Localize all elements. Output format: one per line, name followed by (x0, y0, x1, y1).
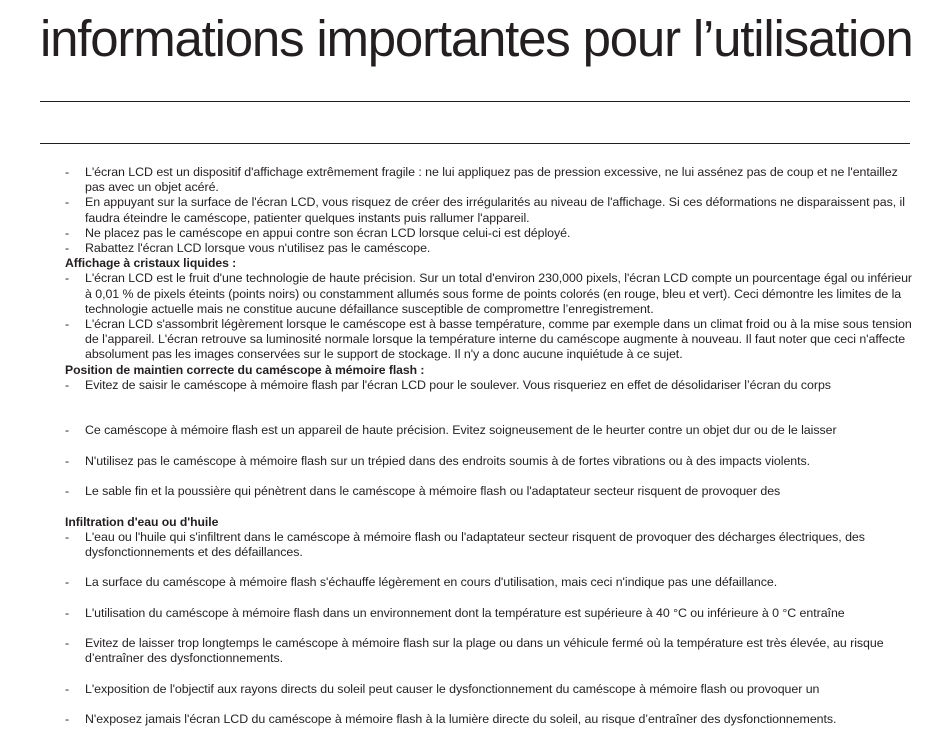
list-item: - Ce caméscope à mémoire flash est un appareil de haute précision. Evitez soigneusement de le heurter contre un objet dur ou de le laisser (65, 423, 837, 438)
list-item: - L'eau ou l'huile qui s'infiltrent dans le caméscope à mémoire flash ou l'adaptateur secteur risquent de provoquer des décharges électriques, des dysfonctionnements et des défaillances. (65, 529, 865, 560)
section-heading-water: Infiltration d'eau ou d'huile (65, 514, 219, 529)
section-heading-position: Position de maintien correcte du caméscope à mémoire flash : (65, 362, 425, 377)
list-item: - Rabattez l'écran LCD lorsque vous n'utilisez pas le caméscope. (65, 241, 431, 256)
list-item: - Evitez de saisir le caméscope à mémoire flash par l'écran LCD pour le soulever. Vous risqueriez en effet de désolidariser l’écran du corps (65, 377, 831, 392)
list-item: - Le sable fin et la poussière qui pénètrent dans le caméscope à mémoire flash ou l'adaptateur secteur risquent de provoquer des (65, 484, 781, 499)
list-item: - L'écran LCD s'assombrit légèrement lorsque le caméscope est à basse température, comme par exemple dans un climat froid ou à la mise sous tension de l’appareil. L'écran retrouve sa luminosité normale lorsque la température interne du caméscope augmente à nouveau. Il faut noter que ceci n'affecte absolument pas les images conservées sur le support de stockage. Il n'y a donc aucune inquiétude à ce sujet. (65, 317, 912, 362)
list-item: - En appuyant sur la surface de l'écran LCD, vous risquez de créer des irrégularités au niveau de l'affichage. Si ces déformations ne disparaissent pas, il faudra éteindre le caméscope, patienter quelques instants puis rallumer l'appareil. (65, 195, 905, 225)
section-heading-lcd: Affichage à cristaux liquides : (65, 256, 237, 271)
list-item: - L'écran LCD est un dispositif d'affichage extrêmement fragile : ne lui appliquez pas de pression excessive, ne lui assénez pas de coup et ne l'entaillez pas avec un objet acéré. (65, 165, 898, 195)
title-divider-top (40, 101, 910, 102)
page-title: informations importantes pour l’utilisation (40, 10, 913, 67)
document-body (65, 165, 915, 727)
list-item: - Ne placez pas le caméscope en appui contre son écran LCD lorsque celui-ci est déployé. (65, 225, 571, 240)
list-item: - Evitez de laisser trop longtemps le caméscope à mémoire flash sur la plage ou dans un véhicule fermé où la température est très élevée, au risque d’entraîner des dysfonctionnements. (65, 636, 884, 666)
list-item: - L'écran LCD est le fruit d'une technologie de haute précision. Sur un total d'environ 230,000 pixels, l'écran LCD compte un pourcentage égal ou inférieur à 0,01 % de pixels éteints (points noirs) ou constamment allumés sous forme de points colorés (en rouge, bleu et vert). Ceci démontre les limites de la technologie actuelle mais ne constitue aucune défaillance susceptible de compromettre l’enregistrement. (65, 271, 912, 316)
list-item: - L'exposition de l'objectif aux rayons directs du soleil peut causer le dysfonctionnement du caméscope à mémoire flash ou provoquer un (65, 681, 820, 696)
list-item: - L'utilisation du caméscope à mémoire flash dans un environnement dont la température est supérieure à 40 °C ou inférieure à 0 °C entraîne (65, 605, 845, 620)
list-item: - N'utilisez pas le caméscope à mémoire flash sur un trépied dans des endroits soumis à de fortes vibrations ou à des impacts violents. (65, 453, 811, 468)
title-divider-bottom (40, 143, 910, 144)
list-item: - La surface du caméscope à mémoire flash s'échauffe légèrement en cours d'utilisation, mais ceci n'indique pas une défaillance. (65, 575, 778, 590)
list-item: - N'exposez jamais l'écran LCD du caméscope à mémoire flash à la lumière directe du soleil, au risque d’entraîner des dysfonctionnements. (65, 712, 837, 727)
